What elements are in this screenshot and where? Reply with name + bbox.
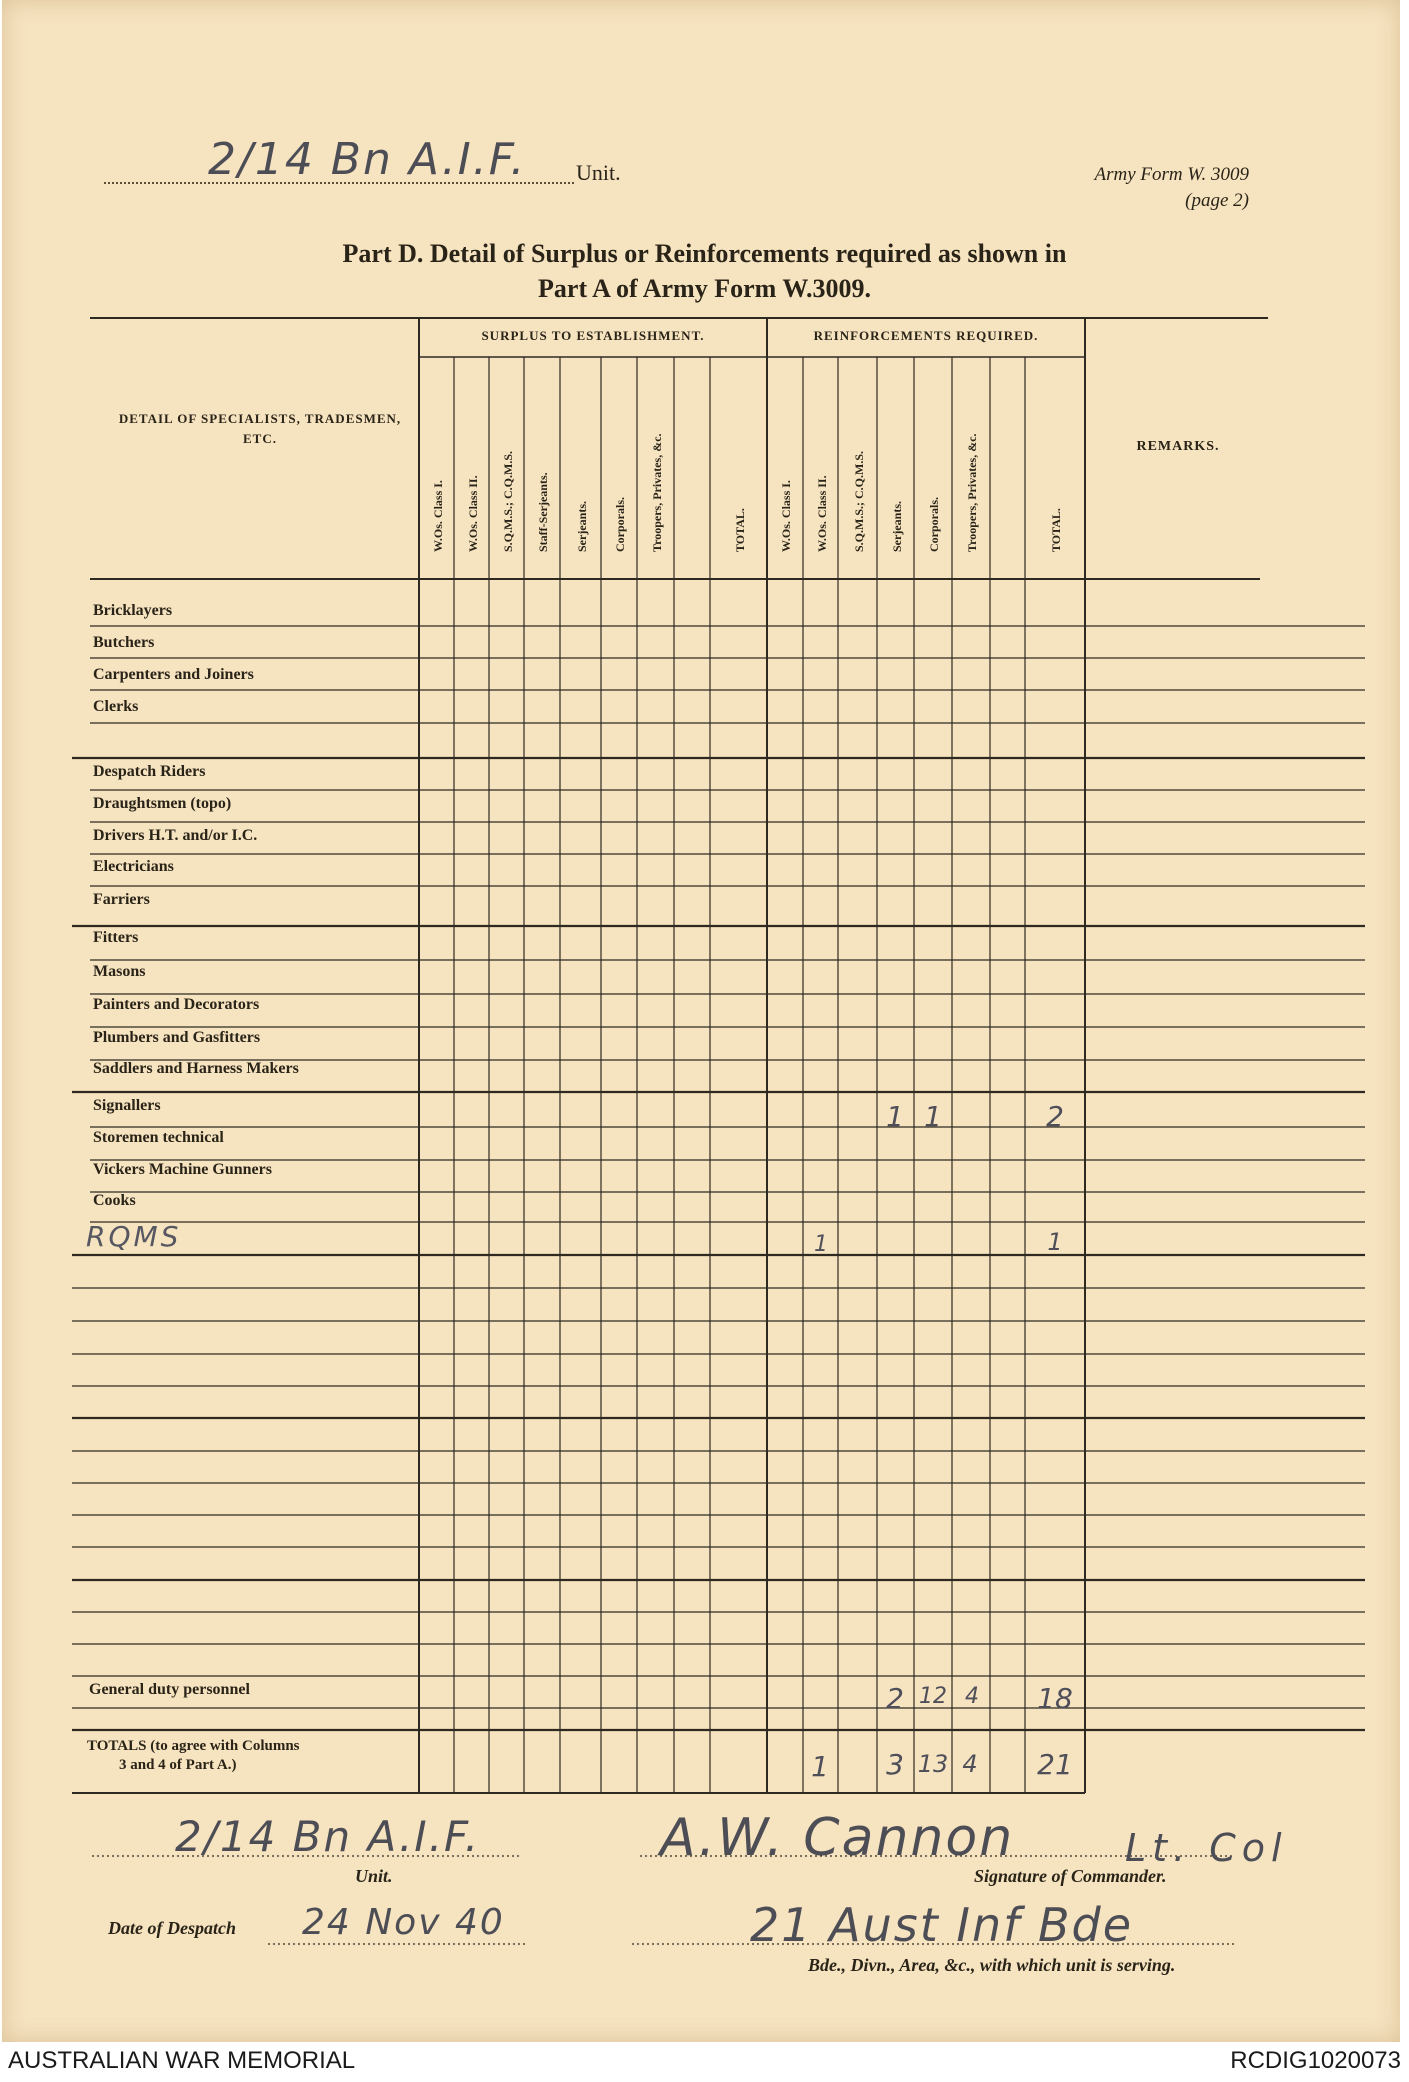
row-label-storemen: Storemen technical [93, 1129, 224, 1146]
signature-caption: Signature of Commander. [974, 1866, 1167, 1886]
footer-unit-handwritten: 2/14 Bn A.I.F. [175, 1812, 481, 1861]
totals-reinf-wo2: 1 [811, 1750, 829, 1783]
general-duty-reinf-total: 18 [1037, 1682, 1073, 1715]
row-label-signallers: Signallers [93, 1097, 161, 1114]
surplus-col-header-6 [601, 357, 637, 567]
row-label-vickers: Vickers Machine Gunners [93, 1161, 272, 1178]
signallers-reinf-total: 2 [1046, 1100, 1064, 1133]
remarks-column-header: REMARKS. [1136, 439, 1220, 454]
surplus-col-label-6: Corporals. [613, 497, 627, 552]
row-label-painters: Painters and Decorators [93, 996, 260, 1013]
brigade-handwritten: 21 Aust Inf Bde [750, 1898, 1133, 1952]
archive-caption-left: AUSTRALIAN WAR MEMORIAL [8, 2047, 356, 2074]
general-duty-reinf-troopers: 4 [965, 1684, 979, 1709]
row-label-fitters: Fitters [93, 929, 139, 946]
surplus-col-label-2: W.Os. Class II. [465, 475, 480, 552]
signallers-reinf-corporals: 1 [924, 1100, 942, 1133]
surplus-group-header: SURPLUS TO ESTABLISHMENT. [481, 328, 705, 343]
row-label-saddlers: Saddlers and Harness Makers [93, 1060, 299, 1077]
reinf-col-label-3: S.Q.M.S.; C.Q.M.S. [851, 450, 866, 552]
rqms-reinf-total: 1 [1047, 1228, 1063, 1256]
totals-reinf-serjeants: 3 [886, 1748, 904, 1781]
footer-unit-caption: Unit. [355, 1866, 393, 1886]
surplus-subcolumn-lines [454, 357, 710, 1793]
despatch-date-handwritten: 24 Nov 40 [302, 1902, 505, 1943]
reinf-col-header-4 [877, 357, 914, 567]
despatch-label: Date of Despatch [108, 1918, 236, 1938]
reinf-col-label-6: Troopers, Privates, &c. [965, 433, 979, 552]
row-label-draughtsmen: Draughtsmen (topo) [93, 795, 232, 812]
reinf-col-header-1 [767, 357, 803, 567]
surplus-col-header-4 [524, 357, 560, 567]
row-label-drivers: Drivers H.T. and/or I.C. [93, 827, 258, 844]
commander-signature: A.W. Cannon [660, 1808, 1015, 1868]
reinf-group-header: REINFORCEMENTS REQUIRED. [813, 328, 1039, 343]
row-label-masons: Masons [93, 963, 146, 980]
surplus-col-label-total: TOTAL. [732, 508, 747, 552]
signallers-reinf-serjeants: 1 [886, 1100, 904, 1133]
row-label-rqms-handwritten: RQMS [86, 1220, 182, 1253]
reinf-col-header-3 [838, 357, 877, 567]
reinf-col-label-2: W.Os. Class II. [814, 475, 829, 552]
reinf-col-header-5 [914, 357, 952, 567]
title-line-1: Part D. Detail of Surplus or Reinforcements required as shown in [342, 239, 1067, 268]
row-label-cooks: Cooks [93, 1192, 136, 1209]
reinf-col-header-2 [803, 357, 838, 567]
row-lines [72, 626, 1365, 1793]
row-label-farriers: Farriers [93, 891, 150, 908]
reinf-subcolumn-lines [803, 357, 1025, 1793]
row-label-clerks: Clerks [93, 698, 139, 715]
row-label-general-duty: General duty personnel [89, 1681, 250, 1698]
reinf-col-header-6 [952, 357, 990, 567]
row-label-electricians: Electricians [93, 858, 174, 875]
detail-column-header: DETAIL OF SPECIALISTS, TRADESMEN, ETC. [118, 411, 402, 446]
surplus-col-label-5: Serjeants. [574, 501, 589, 552]
commander-rank: Lt. Col [1125, 1826, 1288, 1870]
reinf-col-label-total: TOTAL. [1049, 508, 1063, 552]
brigade-caption: Bde., Divn., Area, &c., with which unit is serving. [808, 1955, 1176, 1975]
title-line-2: Part A of Army Form W.3009. [538, 274, 871, 303]
general-duty-reinf-corporals: 12 [919, 1684, 947, 1709]
totals-label-line-2: 3 and 4 of Part A.) [119, 1757, 237, 1773]
totals-reinf-total: 21 [1037, 1748, 1073, 1781]
archive-caption-right: RCDIG1020073 [1230, 2047, 1401, 2074]
surplus-col-label-1: W.Os. Class I. [430, 480, 445, 552]
totals-label [87, 1737, 300, 1775]
reinf-col-label-1: W.Os. Class I. [779, 480, 793, 552]
surplus-col-header-2 [454, 357, 489, 567]
surplus-col-label-3: S.Q.M.S.; C.Q.M.S. [500, 450, 515, 552]
row-label-butchers: Butchers [93, 634, 155, 651]
row-label-plumbers: Plumbers and Gasfitters [93, 1029, 261, 1046]
surplus-col-header-3 [489, 357, 524, 567]
row-label-bricklayers: Bricklayers [93, 602, 173, 619]
form-reference-number: Army Form W. 3009 [1094, 164, 1249, 185]
reinf-col-header-total [1025, 357, 1085, 567]
surplus-col-header-5 [560, 357, 601, 567]
reinf-col-label-4: Serjeants. [889, 501, 904, 552]
general-duty-reinf-serjeants: 2 [886, 1682, 904, 1715]
row-label-carpenters: Carpenters and Joiners [93, 666, 254, 683]
unit-label: Unit. [576, 160, 621, 185]
reinf-col-label-5: Corporals. [927, 497, 941, 552]
totals-reinf-corporals: 13 [917, 1750, 949, 1778]
surplus-col-label-7: Troopers, Privates, &c. [649, 433, 664, 552]
surplus-col-header-7 [637, 357, 674, 567]
row-label-despatch-riders: Despatch Riders [93, 763, 206, 780]
surplus-col-label-4: Staff-Serjeants. [536, 472, 550, 552]
surplus-col-header-total [710, 357, 767, 567]
unit-value-handwritten: 2/14 Bn A.I.F. [208, 134, 527, 185]
rqms-reinf-wo2: 1 [814, 1232, 828, 1257]
totals-reinf-troopers: 4 [962, 1750, 978, 1778]
surplus-col-header-1 [419, 357, 454, 567]
form-reference-page: (page 2) [1185, 190, 1249, 211]
totals-label-line-1: TOTALS (to agree with Columns [87, 1738, 300, 1754]
